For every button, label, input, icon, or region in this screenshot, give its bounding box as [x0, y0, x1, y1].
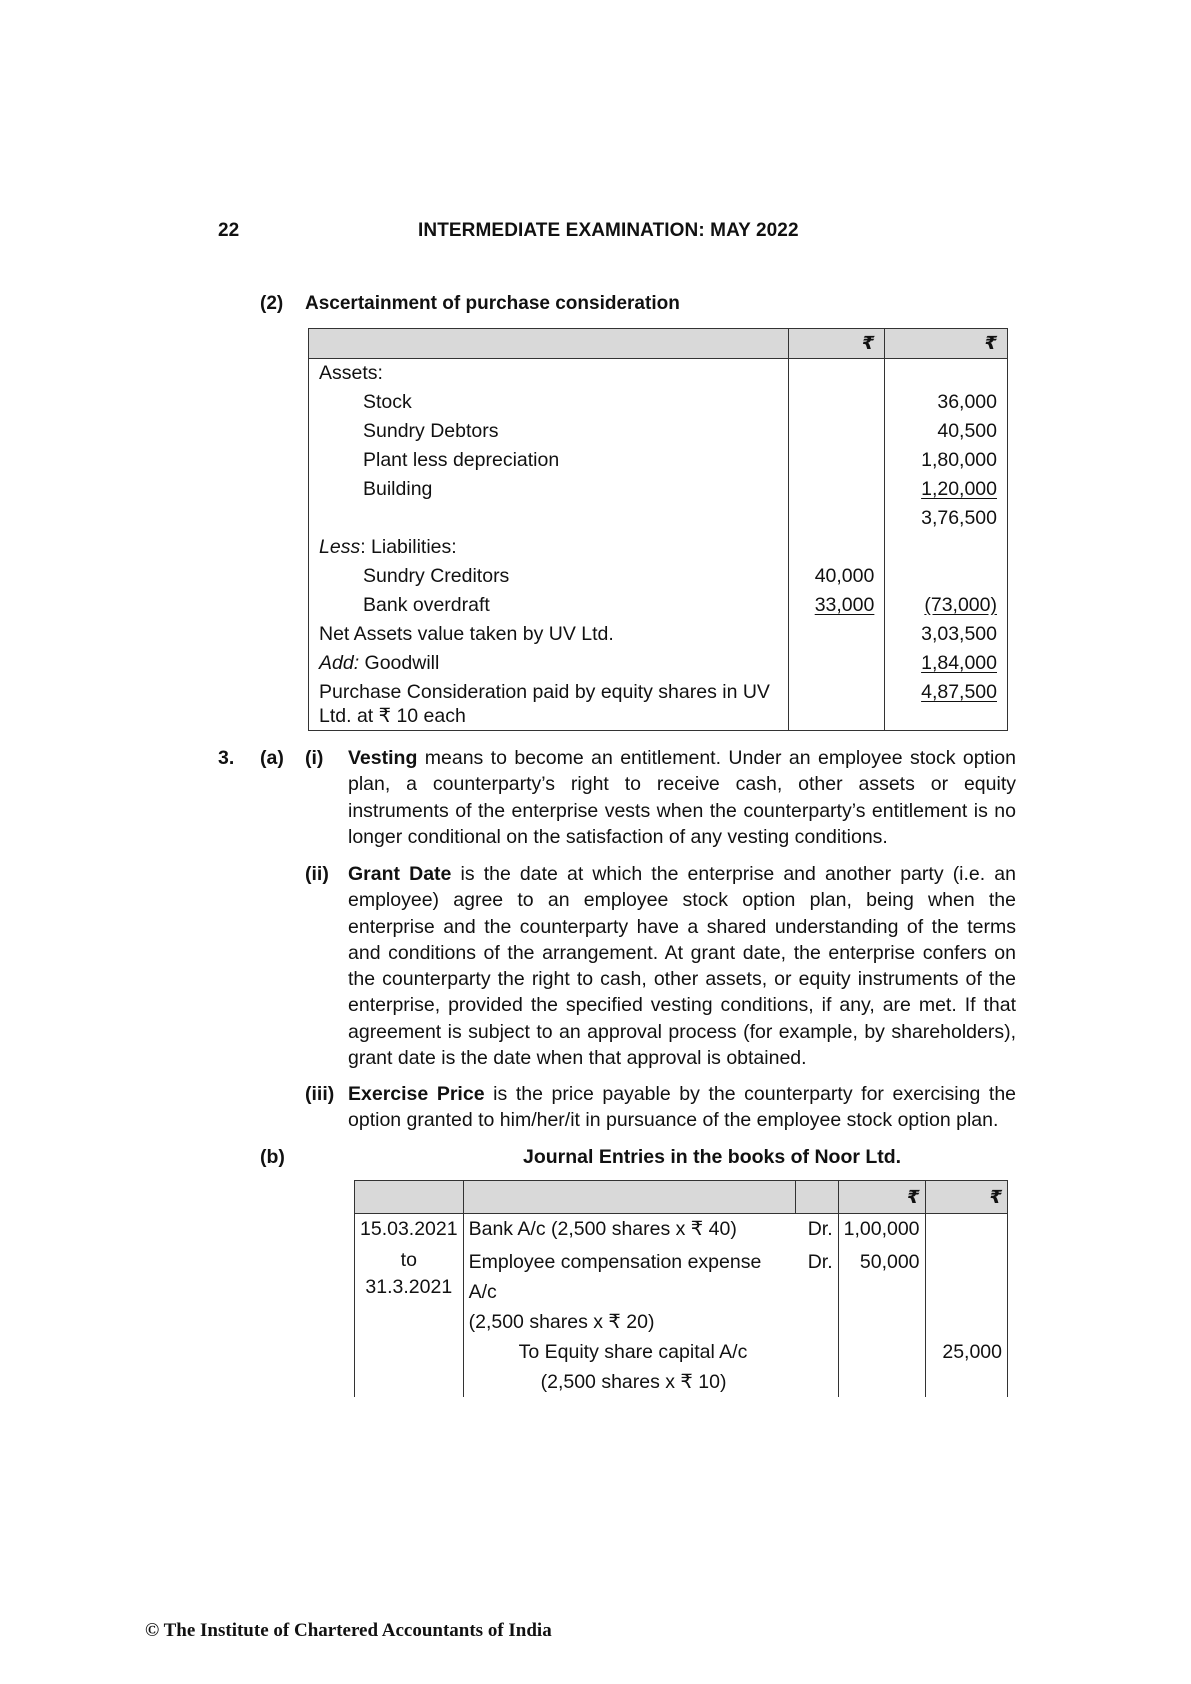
entry-particulars: Employee compensation expense A/c (2,500 shares x ₹ 20) [463, 1244, 795, 1337]
row-amount: 40,500 [885, 417, 1008, 446]
item-number: (ii) [305, 863, 329, 885]
row-amount: 33,000 [814, 594, 875, 616]
purchase-consideration-label: Purchase Consideration paid by equity shares in UV Ltd. at ₹ 10 each [309, 678, 789, 731]
row-label: Stock [309, 388, 789, 417]
row-amount: 3,03,500 [885, 620, 1008, 649]
currency-header: ₹ [838, 1181, 925, 1214]
entry-date: 15.03.2021 [355, 1214, 464, 1245]
debit-marker: Dr. [795, 1244, 838, 1337]
table-row [355, 1244, 1008, 1337]
goodwill-label: Add: Goodwill [309, 649, 789, 678]
currency-header: ₹ [925, 1181, 1007, 1214]
table-row [355, 1337, 1008, 1397]
currency-header: ₹ [885, 329, 1008, 359]
question-number: 3. [218, 747, 235, 769]
row-amount: 4,87,500 [921, 681, 997, 703]
row-label: Sundry Creditors [309, 562, 789, 591]
part-label: (b) [260, 1146, 285, 1168]
entry-particulars: To Equity share capital A/c (2,500 shares x ₹ 10) [463, 1337, 795, 1397]
debit-marker: Dr. [795, 1214, 838, 1245]
item-number: (i) [305, 747, 324, 769]
less-liabilities-label: Less: Liabilities: [309, 533, 789, 562]
table-row [309, 359, 1008, 389]
row-amount: 1,80,000 [885, 446, 1008, 475]
table-row [309, 533, 1008, 562]
table-row [309, 649, 1008, 678]
entry-particulars: Bank A/c (2,500 shares x ₹ 40) [463, 1214, 795, 1245]
table-row [309, 475, 1008, 504]
part-label: (a) [260, 747, 284, 769]
definition-paragraph: Grant Date is the date at which the enterprise and another party (i.e. an employee) agree to an employee stock option plan, being when the enterprise and the counterparty have a shared understanding of the terms and conditions of the arrangement. At grant date, the enterprise confers on the counterparty the right to cash, other assets, or equity instruments of the enterprise, provided the specified vesting conditions, if any, are met. If that agreement is subject to an approval process (for example, by shareholders), grant date is the date when that approval is obtained. [348, 863, 1016, 1070]
row-label: Bank overdraft [309, 591, 789, 620]
table-row [355, 1214, 1008, 1245]
row-label: Sundry Debtors [309, 417, 789, 446]
table-row [309, 417, 1008, 446]
definition-paragraph: Vesting means to become an entitlement. Under an employee stock option plan, a counterparty’s right to receive cash, other assets or equity instruments of the enterprise vests when the counterparty’s entitlement is no longer conditional on the satisfaction of any vesting conditions. [348, 747, 1016, 848]
table-header-row [309, 329, 1008, 359]
item-number: (iii) [305, 1083, 335, 1105]
table-row [309, 504, 1008, 533]
table-row [309, 388, 1008, 417]
purchase-consideration-table [308, 328, 1008, 731]
row-label: Net Assets value taken by UV Ltd. [309, 620, 789, 649]
journal-entries-table [354, 1180, 1008, 1397]
row-amount: 1,84,000 [921, 652, 997, 674]
table-row [309, 562, 1008, 591]
header-cell [309, 329, 789, 359]
row-amount: (73,000) [924, 594, 997, 616]
row-label: Plant less depreciation [309, 446, 789, 475]
definition-paragraph: Exercise Price is the price payable by the counterparty for exercising the option granted to him/her/it in pursuance of the employee stock option plan. [348, 1083, 1017, 1132]
table-row [309, 678, 1008, 731]
debit-amount: 50,000 [838, 1244, 925, 1337]
entry-date-range: to 31.3.2021 [355, 1244, 464, 1337]
debit-amount: 1,00,000 [838, 1214, 925, 1245]
journal-title: Journal Entries in the books of Noor Ltd. [523, 1146, 902, 1168]
assets-label: Assets: [309, 359, 789, 389]
credit-amount: 25,000 [925, 1337, 1007, 1397]
page-number: 22 [218, 220, 240, 241]
section-number: (2) [260, 293, 284, 314]
table-row [309, 446, 1008, 475]
row-amount: 1,20,000 [921, 478, 997, 500]
row-label: Building [309, 475, 789, 504]
assets-total: 3,76,500 [885, 504, 1008, 533]
table-row [309, 620, 1008, 649]
row-amount: 36,000 [885, 388, 1008, 417]
page-header: INTERMEDIATE EXAMINATION: MAY 2022 [418, 220, 799, 241]
footer-copyright: © The Institute of Chartered Accountants of India [145, 1620, 552, 1641]
table-header-row [355, 1181, 1008, 1214]
row-amount: 40,000 [788, 562, 885, 591]
currency-header: ₹ [788, 329, 885, 359]
section-title: Ascertainment of purchase consideration [305, 293, 680, 314]
table-row [309, 591, 1008, 620]
